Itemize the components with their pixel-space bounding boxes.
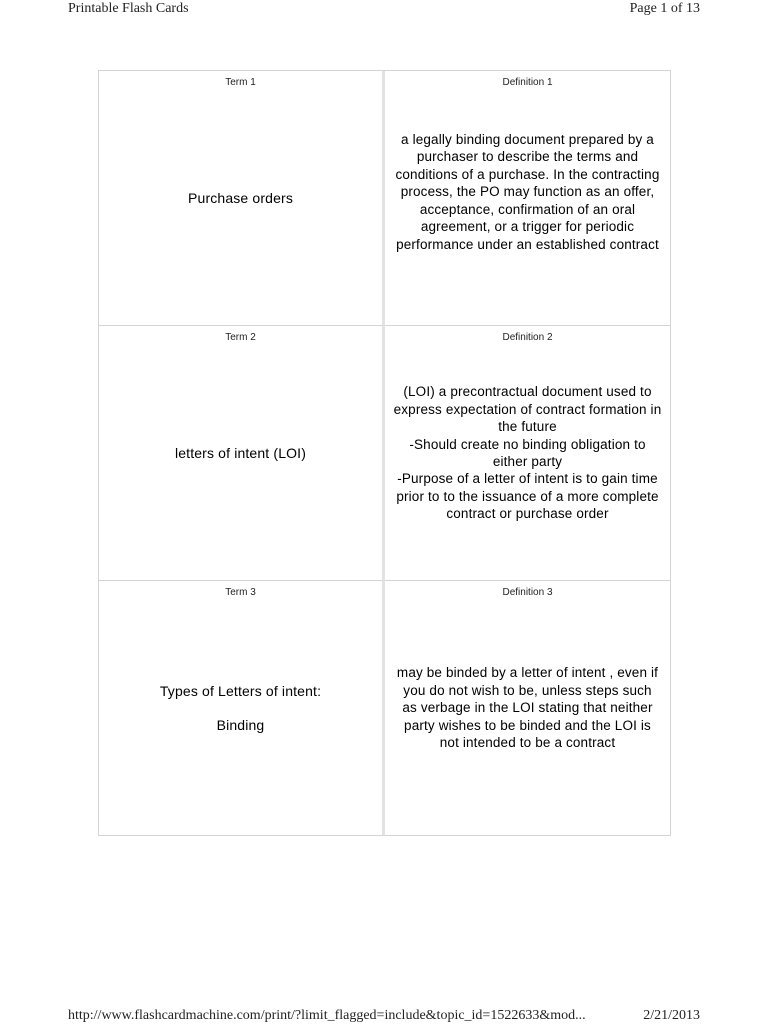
print-footer-url: http://www.flashcardmachine.com/print/?limit_flagged=include&topic_id=1522633&mod... — [68, 1008, 586, 1023]
definition-cell-1 — [385, 71, 671, 326]
definition-text-3: may be binded by a letter of intent , even if you do not wish to be, unless steps such as verbage in the LOI stating that neither party wishes to be binded and the LOI is not intended to be a contract — [396, 665, 659, 751]
definition-label-3: Definition 3 — [502, 587, 553, 598]
term-text-2: letters of intent (LOI) — [174, 444, 307, 461]
term-3-line-2: Binding — [216, 716, 265, 733]
definition-text-2 — [385, 383, 670, 522]
term-cell-1 — [99, 71, 385, 326]
term-text-3 — [152, 683, 329, 734]
term-cell-2 — [99, 326, 385, 581]
definition-2-line-3: -Purpose of a letter of intent is to gain time prior to to the issuance of a more complete contract or purchase order — [396, 471, 659, 522]
flash-card-grid — [98, 70, 671, 836]
term-cell-3 — [99, 581, 385, 836]
term-label-3: Term 3 — [225, 587, 256, 598]
term-label-1: Term 1 — [225, 77, 256, 88]
definition-label-2: Definition 2 — [502, 332, 553, 343]
definition-label-1: Definition 1 — [502, 77, 553, 88]
definition-cell-3 — [385, 581, 671, 836]
print-page-number: Page 1 of 13 — [629, 1, 700, 16]
term-text-1: Purchase orders — [188, 189, 293, 206]
print-footer-date: 2/21/2013 — [643, 1008, 700, 1023]
print-header-title: Printable Flash Cards — [68, 1, 189, 16]
term-3-line-1: Types of Letters of intent: — [159, 682, 322, 699]
definition-text-1: a legally binding document prepared by a purchaser to describe the terms and conditions of a purchase. In the contracting process, the PO may function as an offer, acceptance, confirmation of an oral agreement, or a trigger for periodic performance under an established contract — [395, 132, 660, 252]
definition-2-line-1: (LOI) a precontractual document used to express expectation of contract formation in the future — [393, 384, 662, 435]
term-label-2: Term 2 — [225, 332, 256, 343]
definition-2-line-2: -Should create no binding obligation to either party — [409, 436, 646, 469]
definition-cell-2 — [385, 326, 671, 581]
